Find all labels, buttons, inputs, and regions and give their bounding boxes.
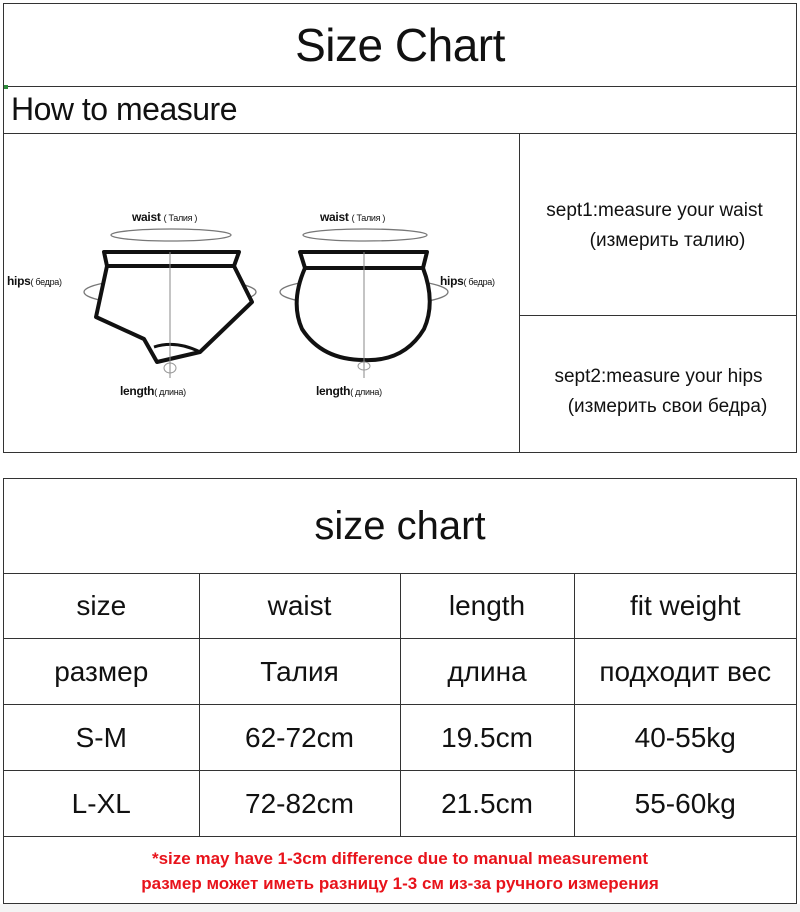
footer-band	[0, 904, 800, 912]
cell-fit-weight: 55-60kg	[574, 771, 796, 837]
front-brief-drawing	[84, 229, 256, 378]
step-1-translation: (измерить талию)	[589, 230, 746, 251]
header-size-ru: размер	[4, 639, 199, 705]
cell-fit-weight: 40-55kg	[574, 705, 796, 771]
underwear-diagram	[4, 134, 519, 452]
step-1	[520, 196, 797, 256]
size-table	[4, 573, 796, 837]
header-fit-weight: fit weight	[574, 573, 796, 639]
cell-length: 19.5cm	[400, 705, 574, 771]
measure-steps	[519, 134, 797, 452]
front-hips-label: hips( бедра)	[7, 274, 62, 288]
header-row-ru	[4, 639, 796, 705]
table-row	[4, 705, 796, 771]
front-waist-label: waist ( Талия )	[132, 210, 198, 224]
back-brief-drawing	[280, 229, 448, 378]
back-length-label: length( длина)	[316, 384, 382, 398]
step-1-text: sept1:measure your waist	[546, 200, 763, 221]
step-divider	[520, 315, 797, 316]
step-2	[520, 362, 797, 422]
header-waist-ru: Талия	[199, 639, 400, 705]
cell-length: 21.5cm	[400, 771, 574, 837]
header-waist: waist	[199, 573, 400, 639]
header-fit-weight-ru: подходит вес	[574, 639, 796, 705]
measurement-diagram	[4, 134, 519, 452]
header-size: size	[4, 573, 199, 639]
measurement-note	[4, 841, 796, 903]
back-waist-label: waist ( Талия )	[320, 210, 386, 224]
page-title: Size Chart	[4, 4, 796, 87]
front-length-label: length( длина)	[120, 384, 186, 398]
header-length: length	[400, 573, 574, 639]
table-row	[4, 771, 796, 837]
how-to-measure-heading: How to measure	[4, 86, 796, 134]
step-2-text: sept2:measure your hips	[554, 366, 763, 387]
step-2-translation: (измерить свои бедра)	[567, 396, 768, 417]
back-hips-label: hips( бедра)	[440, 274, 495, 288]
size-chart-title: size chart	[4, 479, 796, 574]
header-length-ru: длина	[400, 639, 574, 705]
size-chart-panel	[3, 478, 797, 904]
header-row-en	[4, 573, 796, 639]
note-english: *size may have 1-3cm difference due to manual measurement	[151, 849, 649, 868]
note-russian: размер может иметь разницу 1-3 см из-за ручного измерения	[141, 874, 659, 893]
cell-waist: 62-72cm	[199, 705, 400, 771]
measure-guide-panel	[3, 3, 797, 453]
cell-size: L-XL	[4, 771, 199, 837]
cell-size: S-M	[4, 705, 199, 771]
cell-waist: 72-82cm	[199, 771, 400, 837]
